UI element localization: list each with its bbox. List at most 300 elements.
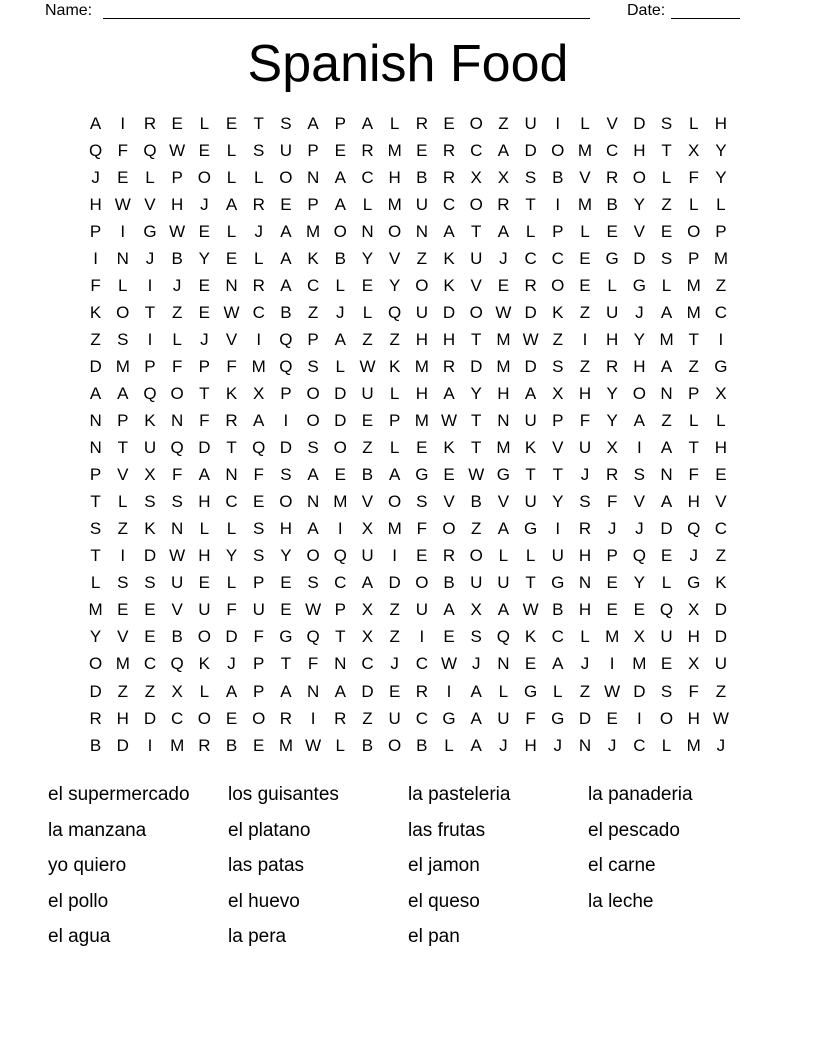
grid-letter: P bbox=[388, 411, 401, 431]
grid-letter: P bbox=[688, 248, 700, 268]
page-title: Spanish Food bbox=[247, 35, 569, 93]
grid-letter: U bbox=[524, 492, 537, 512]
grid-letter: K bbox=[225, 383, 238, 403]
grid-letter: N bbox=[89, 438, 102, 458]
grid-letter: E bbox=[606, 221, 618, 241]
grid-letter: E bbox=[334, 140, 346, 160]
grid-letter: J bbox=[635, 519, 644, 539]
grid-letter: I bbox=[446, 681, 452, 701]
grid-letter: Q bbox=[279, 356, 293, 376]
grid-letter: G bbox=[442, 708, 456, 728]
grid-letter: P bbox=[334, 600, 346, 620]
grid-letter: W bbox=[223, 302, 240, 322]
grid-letter: W bbox=[441, 411, 458, 431]
grid-letter: T bbox=[144, 302, 156, 322]
grid-letter: R bbox=[606, 465, 619, 485]
grid-letter: A bbox=[497, 519, 510, 539]
grid-letter: H bbox=[578, 600, 592, 620]
grid-letter: M bbox=[632, 654, 647, 674]
grid-letter: R bbox=[252, 275, 265, 295]
grid-letter: B bbox=[606, 194, 618, 214]
grid-letter: S bbox=[280, 465, 292, 485]
grid-letter: O bbox=[469, 302, 483, 322]
grid-letter: Z bbox=[715, 275, 727, 295]
grid-letter: O bbox=[551, 140, 565, 160]
grid-letter: G bbox=[605, 248, 619, 268]
grid-letter: E bbox=[198, 221, 211, 241]
grid-letter: R bbox=[143, 113, 157, 133]
grid-letter: L bbox=[335, 275, 346, 295]
grid-letter: I bbox=[636, 438, 642, 458]
grid-letter: D bbox=[361, 681, 374, 701]
grid-letter: Z bbox=[715, 681, 727, 701]
grid-letter: E bbox=[144, 600, 156, 620]
grid-letter: U bbox=[388, 708, 401, 728]
grid-letter: D bbox=[334, 383, 347, 403]
grid-letter: X bbox=[688, 140, 700, 160]
grid-letter: O bbox=[279, 167, 293, 187]
grid-letter: B bbox=[443, 573, 455, 593]
grid-letter: U bbox=[497, 573, 510, 593]
grid-letter: B bbox=[334, 248, 346, 268]
grid-letter: A bbox=[497, 140, 510, 160]
grid-letter: O bbox=[116, 302, 130, 322]
grid-letter: L bbox=[525, 221, 536, 241]
grid-letter: P bbox=[715, 221, 727, 241]
grid-letter: F bbox=[171, 465, 183, 485]
grid-letter: L bbox=[688, 411, 699, 431]
grid-letter: Q bbox=[388, 302, 402, 322]
grid-letter: U bbox=[198, 600, 211, 620]
grid-letter: M bbox=[387, 194, 402, 214]
grid-letter: I bbox=[283, 411, 289, 431]
grid-letter: E bbox=[443, 627, 455, 647]
grid-letter: Y bbox=[388, 275, 401, 295]
grid-letter: S bbox=[524, 167, 537, 187]
grid-letter: E bbox=[361, 275, 374, 295]
grid-letter: A bbox=[89, 113, 102, 133]
grid-letter: T bbox=[117, 438, 128, 458]
grid-letter: K bbox=[144, 411, 156, 431]
word-list-column bbox=[408, 777, 588, 955]
grid-letter: P bbox=[253, 681, 265, 701]
grid-letter: A bbox=[89, 383, 102, 403]
grid-letter: S bbox=[660, 113, 673, 133]
grid-letter: Z bbox=[117, 519, 128, 539]
grid-letter: D bbox=[334, 411, 347, 431]
grid-letter: A bbox=[388, 465, 401, 485]
grid-letter: L bbox=[253, 248, 264, 268]
grid-letter: M bbox=[686, 735, 701, 755]
grid-letter: P bbox=[307, 140, 319, 160]
grid-letter: H bbox=[606, 329, 619, 349]
grid-letter: R bbox=[524, 275, 537, 295]
grid-letter: L bbox=[145, 167, 155, 187]
grid-letter: L bbox=[688, 113, 699, 133]
grid-letter: C bbox=[633, 735, 646, 755]
grid-letter: Q bbox=[496, 627, 511, 647]
grid-letter: J bbox=[689, 546, 698, 566]
grid-letter: E bbox=[524, 654, 537, 674]
grid-letter: V bbox=[606, 113, 618, 133]
grid-letter: C bbox=[361, 654, 374, 674]
grid-letter: Q bbox=[687, 519, 701, 539]
grid-letter: F bbox=[226, 356, 237, 376]
grid-letter: S bbox=[416, 492, 428, 512]
grid-letter: A bbox=[470, 681, 482, 701]
grid-letter: A bbox=[470, 735, 482, 755]
grid-letter: Z bbox=[307, 302, 319, 322]
grid-letter: C bbox=[714, 519, 728, 539]
grid-letter: T bbox=[661, 140, 672, 160]
grid-letter: A bbox=[280, 221, 292, 241]
grid-letter: C bbox=[415, 654, 428, 674]
grid-letter: I bbox=[718, 329, 724, 349]
grid-letter: R bbox=[89, 708, 102, 728]
grid-letter: Z bbox=[688, 356, 699, 376]
grid-letter: A bbox=[253, 411, 265, 431]
grid-letter: C bbox=[415, 708, 428, 728]
grid-letter: P bbox=[688, 383, 700, 403]
grid-letter: H bbox=[171, 194, 184, 214]
grid-letter: T bbox=[688, 438, 699, 458]
grid-letter: B bbox=[171, 248, 183, 268]
grid-letter: B bbox=[552, 600, 564, 620]
grid-letter: E bbox=[334, 465, 346, 485]
grid-letter: A bbox=[470, 708, 482, 728]
grid-letter: T bbox=[253, 113, 264, 133]
grid-letter: L bbox=[389, 113, 400, 133]
grid-letter: D bbox=[225, 627, 238, 647]
grid-letter: E bbox=[497, 275, 510, 295]
grid-letter: T bbox=[226, 438, 237, 458]
grid-letter: A bbox=[225, 681, 238, 701]
grid-letter: S bbox=[117, 329, 129, 349]
grid-letter: U bbox=[524, 411, 537, 431]
grid-letter: N bbox=[306, 681, 320, 701]
grid-letter: L bbox=[661, 735, 672, 755]
grid-letter: M bbox=[713, 248, 728, 268]
grid-letter: B bbox=[361, 465, 374, 485]
grid-letter: G bbox=[551, 573, 565, 593]
grid-letter: H bbox=[497, 383, 510, 403]
grid-letter: J bbox=[200, 329, 209, 349]
grid-letter: C bbox=[606, 140, 619, 160]
grid-letter: R bbox=[334, 708, 347, 728]
grid-letter: G bbox=[687, 573, 701, 593]
grid-letter: D bbox=[388, 573, 401, 593]
grid-letter: R bbox=[442, 140, 456, 160]
grid-letter: A bbox=[280, 275, 292, 295]
grid-letter: O bbox=[415, 275, 429, 295]
grid-letter: E bbox=[606, 573, 618, 593]
grid-letter: Y bbox=[280, 546, 292, 566]
grid-letter: X bbox=[688, 654, 700, 674]
grid-letter: F bbox=[579, 411, 591, 431]
grid-letter: O bbox=[306, 411, 320, 431]
grid-letter: U bbox=[470, 573, 483, 593]
word-list-item: la manzana bbox=[48, 819, 147, 841]
grid-letter: F bbox=[525, 708, 536, 728]
grid-letter: P bbox=[606, 546, 618, 566]
grid-letter: M bbox=[496, 329, 511, 349]
grid-letter: G bbox=[496, 465, 511, 485]
grid-letter: N bbox=[306, 167, 320, 187]
grid-letter: J bbox=[172, 275, 182, 295]
grid-letter: O bbox=[415, 573, 429, 593]
grid-letter: S bbox=[171, 492, 183, 512]
grid-letter: Y bbox=[606, 411, 618, 431]
grid-letter: F bbox=[688, 167, 699, 187]
grid-letter: L bbox=[661, 573, 672, 593]
grid-letter: S bbox=[307, 356, 319, 376]
grid-letter: X bbox=[552, 383, 564, 403]
grid-letter: E bbox=[198, 140, 211, 160]
grid-letter: C bbox=[470, 140, 483, 160]
grid-letter: A bbox=[334, 167, 346, 187]
grid-letter: M bbox=[387, 140, 402, 160]
date-blank-line bbox=[671, 18, 740, 19]
grid-letter: O bbox=[306, 383, 320, 403]
grid-letter: U bbox=[660, 627, 673, 647]
grid-letter: L bbox=[226, 140, 237, 160]
word-list-item: yo quiero bbox=[48, 855, 127, 877]
grid-letter: Y bbox=[89, 627, 102, 647]
grid-letter: O bbox=[197, 708, 211, 728]
grid-letter: V bbox=[579, 167, 591, 187]
grid-letter: I bbox=[555, 113, 561, 133]
grid-letter: M bbox=[686, 302, 701, 322]
grid-letter: A bbox=[198, 465, 211, 485]
grid-letter: G bbox=[523, 519, 538, 539]
grid-letter: E bbox=[361, 411, 374, 431]
grid-letter: O bbox=[170, 383, 184, 403]
grid-letter: Q bbox=[252, 438, 266, 458]
grid-letter: L bbox=[362, 194, 373, 214]
grid-letter: T bbox=[90, 492, 101, 512]
grid-letter: E bbox=[660, 221, 673, 241]
grid-letter: Y bbox=[715, 167, 727, 187]
grid-letter: R bbox=[442, 356, 456, 376]
grid-letter: A bbox=[497, 600, 510, 620]
grid-letter: O bbox=[333, 221, 347, 241]
grid-letter: Z bbox=[471, 519, 482, 539]
grid-letter: D bbox=[89, 356, 102, 376]
grid-letter: J bbox=[553, 735, 563, 755]
grid-letter: E bbox=[253, 492, 265, 512]
name-label: Name: bbox=[45, 2, 93, 19]
grid-letter: L bbox=[389, 383, 400, 403]
grid-letter: M bbox=[414, 411, 429, 431]
grid-letter: K bbox=[552, 302, 564, 322]
grid-letter: N bbox=[660, 465, 673, 485]
grid-letter: L bbox=[335, 356, 346, 376]
word-list-item: el pescado bbox=[588, 819, 680, 841]
grid-letter: L bbox=[580, 627, 590, 647]
grid-letter: S bbox=[552, 356, 564, 376]
grid-letter: G bbox=[143, 221, 157, 241]
grid-letter: H bbox=[116, 708, 129, 728]
grid-letter: D bbox=[714, 627, 728, 647]
grid-letter: V bbox=[144, 194, 156, 214]
grid-letter: F bbox=[307, 654, 319, 674]
grid-letter: E bbox=[606, 600, 618, 620]
grid-letter: N bbox=[415, 221, 428, 241]
grid-letter: N bbox=[116, 248, 129, 268]
grid-letter: E bbox=[660, 546, 673, 566]
grid-letter: Y bbox=[225, 546, 238, 566]
grid-letter: S bbox=[633, 465, 646, 485]
grid-letter: N bbox=[225, 465, 238, 485]
grid-letter: E bbox=[416, 140, 428, 160]
grid-letter: O bbox=[632, 167, 646, 187]
grid-letter: I bbox=[256, 329, 262, 349]
grid-letter: X bbox=[497, 167, 510, 187]
grid-letter: O bbox=[469, 546, 483, 566]
grid-letter: N bbox=[361, 221, 374, 241]
grid-letter: V bbox=[225, 329, 238, 349]
grid-letter: I bbox=[147, 735, 153, 755]
grid-letter: D bbox=[89, 681, 102, 701]
grid-letter: K bbox=[443, 248, 455, 268]
grid-letter: Q bbox=[632, 546, 646, 566]
grid-letter: E bbox=[416, 546, 428, 566]
grid-letter: O bbox=[279, 492, 293, 512]
grid-letter: H bbox=[633, 356, 646, 376]
grid-letter: L bbox=[118, 492, 128, 512]
grid-letter: L bbox=[362, 302, 373, 322]
grid-letter: P bbox=[253, 654, 265, 674]
grid-letter: V bbox=[633, 221, 646, 241]
grid-letter: H bbox=[415, 383, 428, 403]
grid-letter: X bbox=[715, 383, 727, 403]
grid-letter: J bbox=[580, 654, 590, 674]
grid-letter: U bbox=[171, 573, 184, 593]
grid-letter: K bbox=[89, 302, 102, 322]
grid-letter: H bbox=[687, 627, 700, 647]
word-list-item: el jamon bbox=[408, 855, 480, 877]
grid-letter: I bbox=[392, 546, 398, 566]
grid-letter: A bbox=[225, 194, 238, 214]
grid-letter: S bbox=[144, 573, 156, 593]
grid-letter: D bbox=[116, 735, 129, 755]
grid-letter: I bbox=[120, 546, 126, 566]
grid-letter: G bbox=[523, 681, 538, 701]
grid-letter: K bbox=[524, 627, 537, 647]
grid-letter: I bbox=[337, 519, 343, 539]
grid-letter: H bbox=[687, 708, 700, 728]
word-search-grid bbox=[82, 110, 735, 759]
grid-letter: S bbox=[253, 546, 265, 566]
grid-letter: M bbox=[115, 356, 130, 376]
word-list-item: la pasteleria bbox=[408, 784, 511, 805]
grid-letter: Z bbox=[389, 329, 400, 349]
grid-letter: Q bbox=[279, 329, 293, 349]
grid-letter: E bbox=[280, 600, 292, 620]
grid-letter: Q bbox=[170, 654, 184, 674]
grid-letter: V bbox=[117, 627, 129, 647]
grid-letter: R bbox=[198, 735, 211, 755]
grid-letter: A bbox=[361, 113, 374, 133]
grid-letter: D bbox=[633, 248, 646, 268]
grid-letter: N bbox=[497, 654, 510, 674]
grid-letter: B bbox=[89, 735, 102, 755]
grid-letter: W bbox=[305, 735, 322, 755]
grid-letter: T bbox=[525, 465, 536, 485]
grid-letter: K bbox=[715, 573, 727, 593]
grid-letter: T bbox=[525, 194, 536, 214]
grid-letter: N bbox=[660, 383, 673, 403]
grid-letter: M bbox=[115, 654, 130, 674]
grid-letter: O bbox=[469, 113, 483, 133]
grid-letter: E bbox=[225, 113, 238, 133]
grid-letter: U bbox=[415, 194, 428, 214]
grid-letter: F bbox=[416, 519, 428, 539]
name-blank-line bbox=[103, 18, 590, 19]
grid-letter: O bbox=[197, 167, 211, 187]
date-label: Date: bbox=[627, 2, 666, 19]
grid-letter: L bbox=[525, 546, 536, 566]
grid-letter: T bbox=[471, 438, 482, 458]
grid-letter: J bbox=[607, 519, 617, 539]
grid-letter: S bbox=[660, 248, 673, 268]
grid-letter: D bbox=[660, 519, 673, 539]
grid-letter: E bbox=[416, 438, 428, 458]
grid-letter: H bbox=[714, 438, 728, 458]
grid-letter: F bbox=[226, 600, 237, 620]
grid-letter: C bbox=[171, 708, 184, 728]
grid-letter: F bbox=[688, 681, 699, 701]
grid-letter: M bbox=[88, 600, 103, 620]
grid-letter: W bbox=[169, 140, 186, 160]
grid-letter: A bbox=[660, 302, 673, 322]
grid-letter: D bbox=[578, 708, 592, 728]
grid-letter: Z bbox=[171, 302, 183, 322]
grid-letter: X bbox=[361, 519, 374, 539]
grid-letter: H bbox=[198, 492, 211, 512]
grid-letter: R bbox=[578, 519, 592, 539]
grid-letter: N bbox=[171, 411, 184, 431]
grid-letter: F bbox=[253, 627, 264, 647]
grid-letter: G bbox=[279, 627, 293, 647]
grid-letter: Z bbox=[661, 194, 672, 214]
grid-letter: L bbox=[389, 438, 400, 458]
grid-letter: M bbox=[686, 275, 701, 295]
grid-letter: K bbox=[524, 438, 537, 458]
grid-letter: Y bbox=[633, 329, 646, 349]
grid-letter: X bbox=[144, 465, 156, 485]
grid-letter: Y bbox=[606, 383, 618, 403]
grid-letter: L bbox=[172, 329, 182, 349]
grid-letter: T bbox=[280, 654, 292, 674]
grid-letter: B bbox=[416, 735, 428, 755]
grid-letter: D bbox=[633, 113, 646, 133]
grid-letter: A bbox=[117, 383, 129, 403]
grid-letter: Y bbox=[715, 140, 727, 160]
grid-letter: E bbox=[443, 113, 455, 133]
grid-letter: O bbox=[306, 546, 320, 566]
grid-letter: H bbox=[714, 113, 728, 133]
word-list-item: las frutas bbox=[408, 819, 486, 841]
grid-letter: L bbox=[661, 167, 672, 187]
grid-letter: Z bbox=[416, 248, 428, 268]
grid-letter: T bbox=[471, 221, 482, 241]
grid-letter: K bbox=[307, 248, 319, 268]
grid-letter: B bbox=[225, 735, 238, 755]
grid-letter: T bbox=[199, 383, 210, 403]
grid-letter: L bbox=[226, 221, 237, 241]
grid-letter: B bbox=[416, 167, 428, 187]
